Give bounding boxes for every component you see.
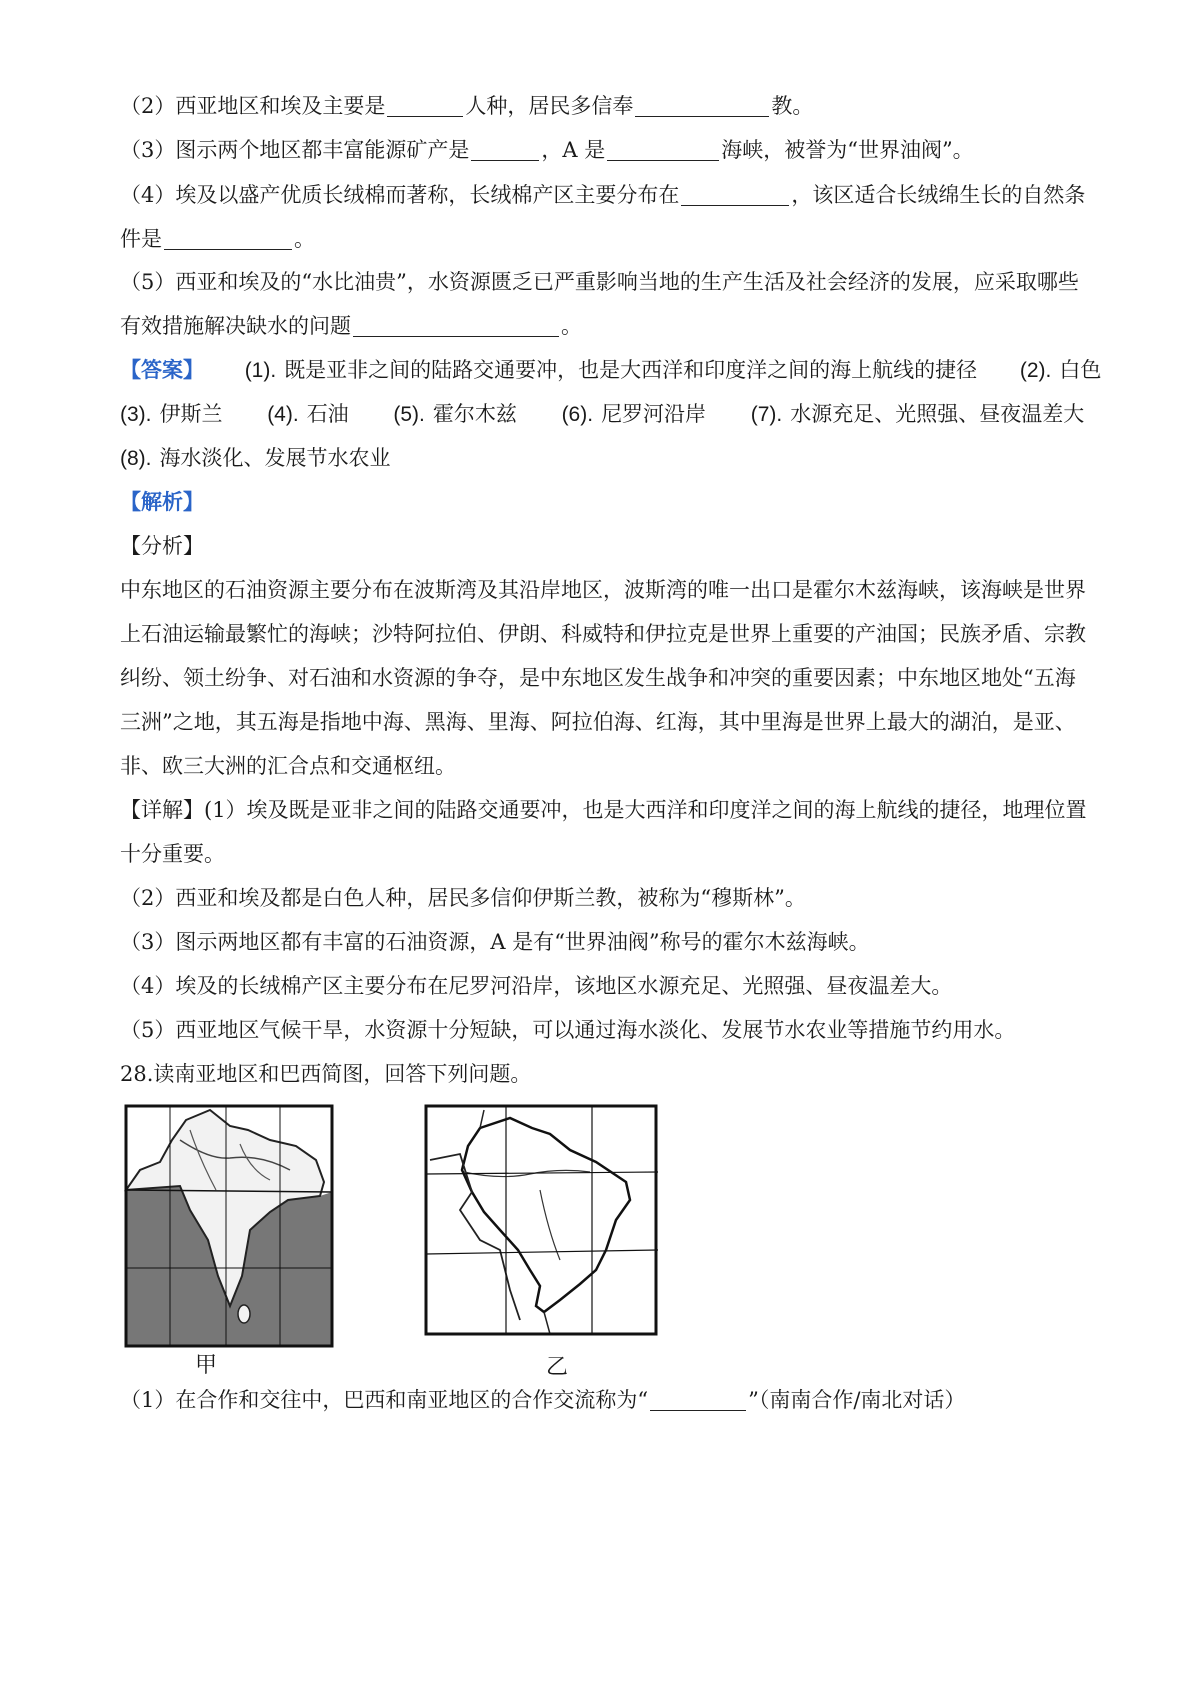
caption-right: 乙 [546, 1355, 569, 1380]
answer-line-2 [120, 400, 1100, 429]
analysis-line-2: 上石油运输最繁忙的海峡；沙特阿拉伯、伊朗、科威特和伊拉克是世界上重要的产油国；民族矛盾、宗教 [120, 622, 1086, 646]
q3-part-c: 海峡，被誉为“世界油阀”。 [721, 138, 974, 162]
analysis-line-3: 纠纷、领土纷争、对石油和水资源的争夺，是中东地区发生战争和冲突的重要因素；中东地区地处“五海 [120, 666, 1076, 690]
analysis-sub-tag: 【分析】 [120, 534, 204, 558]
answer-line-1 [120, 356, 1100, 385]
q28-sub1-a: （1）在合作和交往中，巴西和南亚地区的合作交流称为“ [120, 1388, 649, 1412]
q4-part-c: 件是 [120, 227, 162, 251]
detail-line-6: （5）西亚地区气候干旱，水资源十分短缺，可以通过海水淡化、发展节水农业等措施节约用水。 [120, 1018, 1016, 1042]
analysis-line-4: 三洲”之地，其五海是指地中海、黑海、里海、阿拉伯海、红海，其中里海是世界上最大的湖泊，是亚、 [120, 710, 1076, 734]
question-28-sub1 [120, 1386, 1100, 1414]
question-5-cont [120, 312, 1100, 340]
answer-item-2: (2). 白色 [1019, 358, 1102, 382]
analysis-line-5: 非、欧三大洲的汇合点和交通枢纽。 [120, 754, 456, 778]
answer-item-7: (7). 水源充足、光照强、昼夜温差大 [750, 402, 1085, 426]
q4-part-a: （4）埃及以盛产优质长绒棉而著称，长绒棉产区主要分布在 [120, 183, 680, 207]
q4-blank-1[interactable] [681, 183, 789, 206]
q2-blank-2[interactable] [635, 94, 769, 117]
q2-blank-1[interactable] [387, 94, 463, 117]
analysis-tag: 【解析】 [120, 489, 204, 514]
analysis-line-1: 中东地区的石油资源主要分布在波斯湾及其沿岸地区，波斯湾的唯一出口是霍尔木兹海峡，该海峡是世界 [120, 578, 1086, 602]
q2-part-b: 人种，居民多信奉 [465, 94, 634, 118]
q5-part-c: 。 [561, 314, 582, 338]
detail-line-2: 十分重要。 [120, 842, 225, 866]
question-4 [120, 181, 1100, 209]
island-shape [238, 1305, 250, 1323]
q28-blank-1[interactable] [650, 1388, 746, 1411]
question-3 [120, 136, 1100, 164]
south-asia-map [120, 1100, 338, 1352]
question-4-cont [120, 225, 1100, 253]
caption-left: 甲 [195, 1353, 218, 1378]
answer-item-4: (4). 石油 [267, 402, 349, 426]
analysis-subheading [120, 532, 1100, 560]
detail-line-1: 【详解】(1）埃及既是亚非之间的陆路交通要冲，也是大西洋和印度洋之间的海上航线的捷径，地理位置 [120, 798, 1087, 822]
answer-item-8: (8). 海水淡化、发展节水农业 [120, 446, 391, 470]
answer-line-3 [120, 444, 1100, 473]
q5-blank-1[interactable] [353, 314, 559, 337]
question-28-title: 28.读南亚地区和巴西简图，回答下列问题。 [120, 1062, 532, 1086]
q3-blank-2[interactable] [607, 138, 719, 161]
detail-line-5: （4）埃及的长绒棉产区主要分布在尼罗河沿岸，该地区水源充足、光照强、昼夜温差大。 [120, 974, 953, 998]
analysis-heading [120, 488, 1100, 516]
q2-part-a: （2）西亚地区和埃及主要是 [120, 94, 386, 118]
q5-part-b: 有效措施解决缺水的问题 [120, 314, 351, 338]
answer-tag: 【答案】 [120, 357, 204, 382]
detail-line-4: （3）图示两地区都有丰富的石油资源，A 是有“世界油阀”称号的霍尔木兹海峡。 [120, 930, 870, 954]
question-2 [120, 92, 1100, 120]
brazil-map [420, 1100, 664, 1340]
answer-item-3: (3). 伊斯兰 [120, 402, 223, 426]
q2-part-c: 教。 [771, 94, 814, 118]
detail-line-3: （2）西亚和埃及都是白色人种，居民多信仰伊斯兰教，被称为“穆斯林”。 [120, 886, 806, 910]
q4-part-b: ，该区适合长绒绵生长的自然条 [791, 183, 1086, 207]
q3-part-b: ，A 是 [541, 138, 606, 162]
q3-blank-1[interactable] [471, 138, 539, 161]
q4-blank-2[interactable] [164, 227, 292, 250]
q4-part-d: 。 [294, 227, 315, 251]
q3-part-a: （3）图示两个地区都丰富能源矿产是 [120, 138, 470, 162]
q28-sub1-b: ”（南南合作/南北对话） [748, 1388, 966, 1412]
q5-part-a: （5）西亚和埃及的“水比油贵”，水资源匮乏已严重影响当地的生产生活及社会经济的发展，应采取哪些 [120, 270, 1079, 294]
answer-item-5: (5). 霍尔木兹 [393, 402, 517, 426]
answer-item-1: (1). 既是亚非之间的陆路交通要冲，也是大西洋和印度洋之间的海上航线的捷径 [244, 358, 978, 382]
question-5 [120, 268, 1100, 296]
answer-item-6: (6). 尼罗河沿岸 [561, 402, 707, 426]
